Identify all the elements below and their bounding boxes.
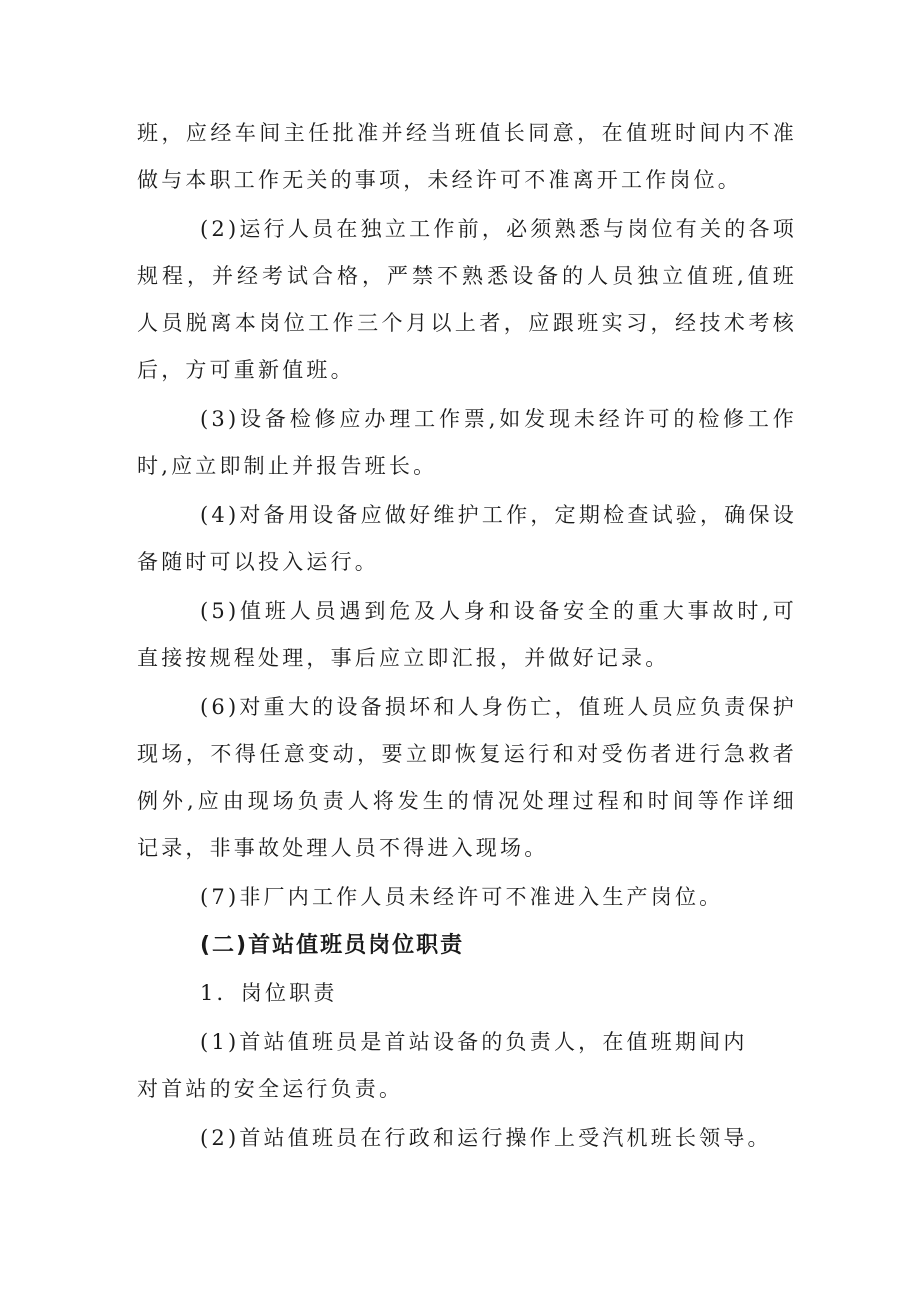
paragraph-item-6: (6)对重大的设备损坏和人身伤亡，值班人员应负责保护现场，不得任意变动，要立即恢复运行和对受伤者进行急救者例外,应由现场负责人将发生的情况处理过程和时间等作详细记录，非事故处理人员不得进入现场。 [137,695,797,860]
paragraph-item-2: (2)运行人员在独立工作前，必须熟悉与岗位有关的各项规程，并经考试合格，严禁不熟悉设备的人员独立值班,值班人员脱离本岗位工作三个月以上者，应跟班实习，经技术考核后，方可重新值班。 [137,217,797,382]
paragraph-item-3: (3)设备检修应办理工作票,如发现未经许可的检修工作时,应立即制止并报告班长。 [137,407,797,478]
document-body [137,110,797,1162]
section-heading: (二)首站值班员岗位职责 [200,933,465,958]
paragraph-item-4: (4)对备用设备应做好维护工作，定期检查试验，确保设备随时可以投入运行。 [137,503,797,574]
duty-1-line-2: 对首站的安全运行负责。 [137,1077,404,1101]
paragraph-item-5: (5)值班人员遇到危及人身和设备安全的重大事故时,可直接按规程处理，事后应立即汇报，并做好记录。 [137,599,797,670]
paragraph-item-7: (7)非厂内工作人员未经许可不准进入生产岗位。 [200,885,724,909]
duty-2: (2)首站值班员在行政和运行操作上受汽机班长领导。 [200,1126,772,1150]
subheading: 1．岗位职责 [200,981,338,1005]
duty-1-line-1: (1)首站值班员是首站设备的负责人，在值班期间内 [200,1030,748,1054]
paragraph-continuation: 班，应经车间主任批准并经当班值长同意，在值班时间内不准做与本职工作无关的事项，未经许可不准离开工作岗位。 [137,121,797,192]
